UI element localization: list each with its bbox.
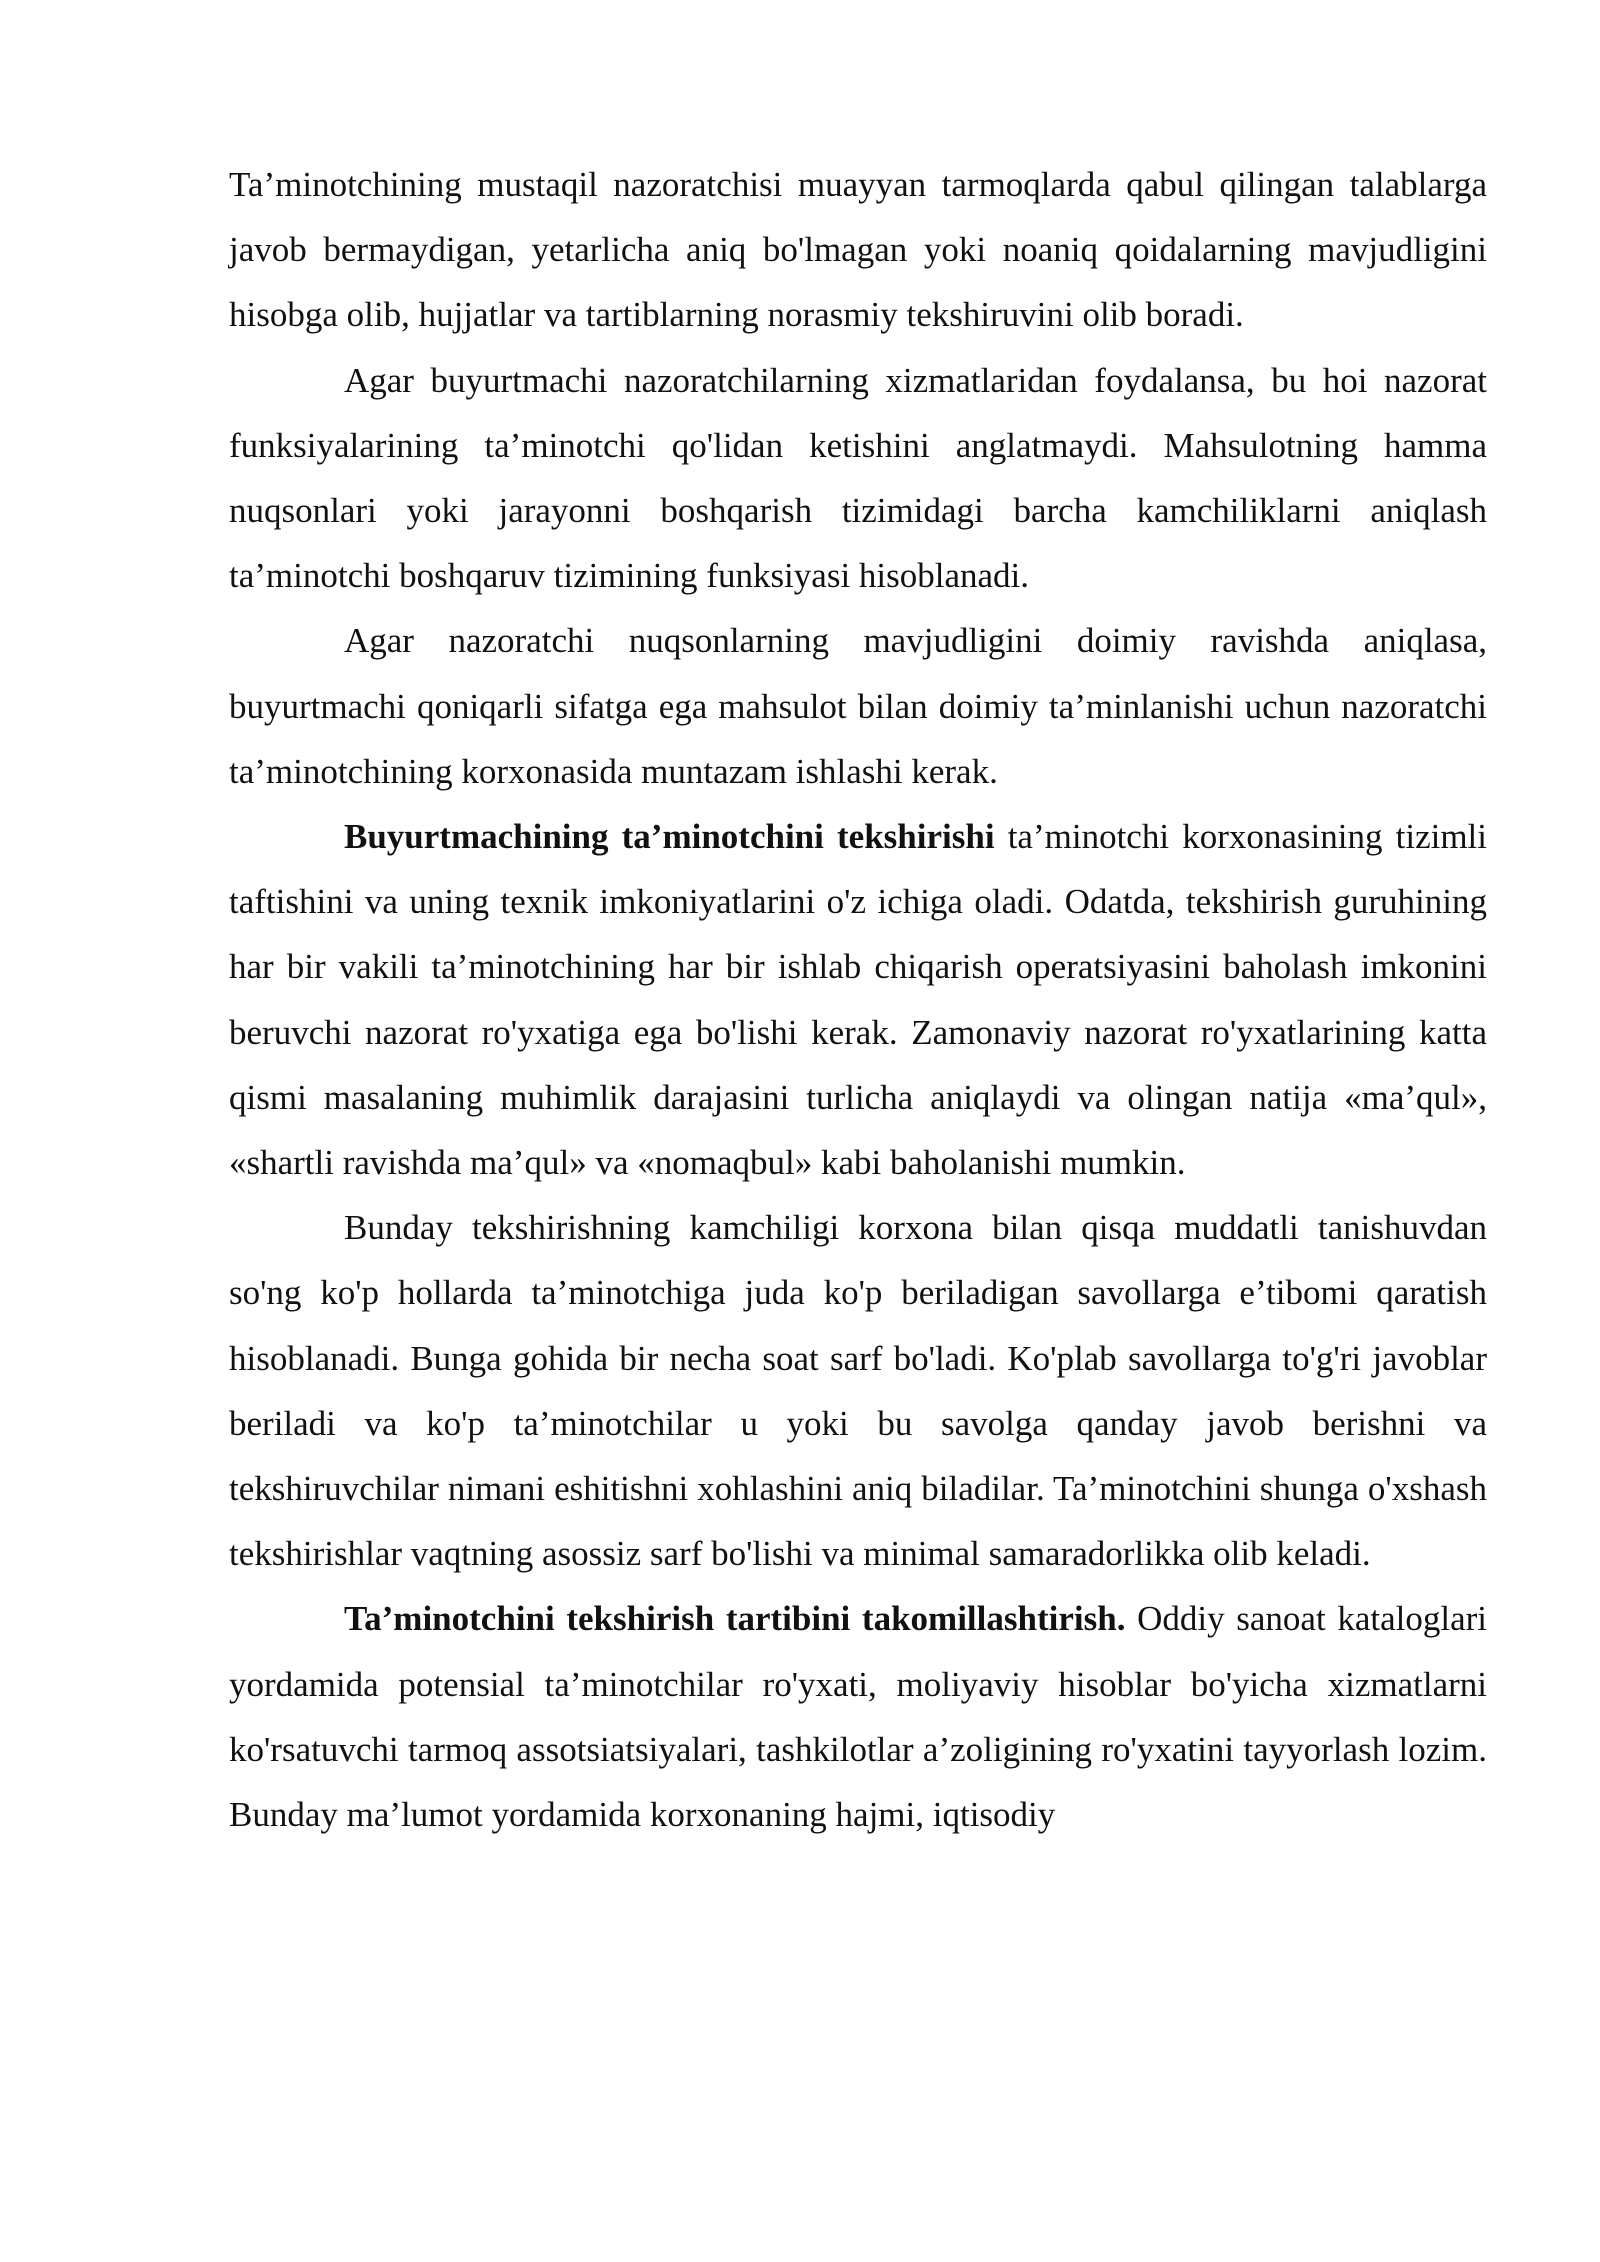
document-body: [229, 152, 1487, 1847]
paragraph-text: Bunday tekshirishning kamchiligi korxona bilan qisqa muddatli tanishuvdan so'ng ko'p hollarda ta’minotchiga juda ko'p beriladigan savollarga e’tibomi qaratish hisoblanadi. Bunga gohida bir necha soat sarf bo'ladi. Ko'plab savollarga to'g'ri javoblar beriladi va ko'p ta’minotchilar u yoki bu savolga qanday javob berishni va tekshiruvchilar nimani eshitishni xohlashini aniq biladilar. Ta’minotchini shunga o'xshash tekshirishlar vaqtning asossiz sarf bo'lishi va minimal samaradorlikka olib keladi.: [229, 1208, 1487, 1574]
paragraph-text: Agar buyurtmachi nazoratchilarning xizmatlaridan foydalansa, bu hoi nazorat funksiyalarining ta’minotchi qo'lidan ketishini anglatmaydi. Mahsulotning hamma nuqsonlari yoki jarayonni boshqarish tizimidagi barcha kamchiliklarni aniqlash ta’minotchi boshqaruv tizimining funksiyasi hisoblanadi.: [229, 360, 1487, 596]
paragraph-text: Agar nazoratchi nuqsonlarning mavjudligini doimiy ravishda aniqlasa, buyurtmachi qoniqarli sifatga ega mahsulot bilan doimiy ta’minlanishi uchun nazoratchi ta’minotchining korxonasida muntazam ishlashi kerak.: [229, 621, 1487, 791]
paragraph-4: [229, 804, 1487, 1195]
paragraph-text: Ta’minotchining mustaqil nazoratchisi muayyan tarmoqlarda qabul qilingan talablarga javob bermaydigan, yetarlicha aniq bo'lmagan yoki noaniq qoidalarning mavjudligini hisobga olib, hujjatlar va tartiblarning norasmiy tekshiruvini olib boradi.: [229, 165, 1487, 335]
paragraph-bold-lead: Ta’minotchini tekshirish tartibini takomillashtirish.: [344, 1599, 1126, 1639]
paragraph-text: ta’minotchi korxonasining tizimli taftishini va uning texnik imkoniyatlarini o'z ichiga oladi. Odatda, tekshirish guruhining har bir vakili ta’minotchining har bir ishlab chiqarish operatsiyasini baholash imkonini beruvchi nazorat ro'yxatiga ega bo'lishi kerak. Zamonaviy nazorat ro'yxatlarining katta qismi masalaning muhimlik darajasini turlicha aniqlaydi va olingan natija «ma’qul», «shartli ravishda ma’qul» va «nomaqbul» kabi baholanishi mumkin.: [229, 817, 1487, 1183]
paragraph-1: [229, 152, 1487, 348]
paragraph-text: Oddiy sanoat kataloglari yordamida potensial ta’minotchilar ro'yxati, moliyaviy hisoblar bo'yicha xizmatlarni ko'rsatuvchi tarmoq assotsiatsiyalari, tashkilotlar a’zoligining ro'yxatini tayyorlash lozim. Bunday ma’lumot yordamida korxonaning hajmi, iqtisodiy: [229, 1599, 1487, 1835]
paragraph-2: [229, 348, 1487, 609]
paragraph-5: [229, 1195, 1487, 1586]
paragraph-bold-lead: Buyurtmachining ta’minotchini tekshirishi: [344, 817, 995, 857]
paragraph-6: [229, 1586, 1487, 1847]
paragraph-3: [229, 608, 1487, 804]
